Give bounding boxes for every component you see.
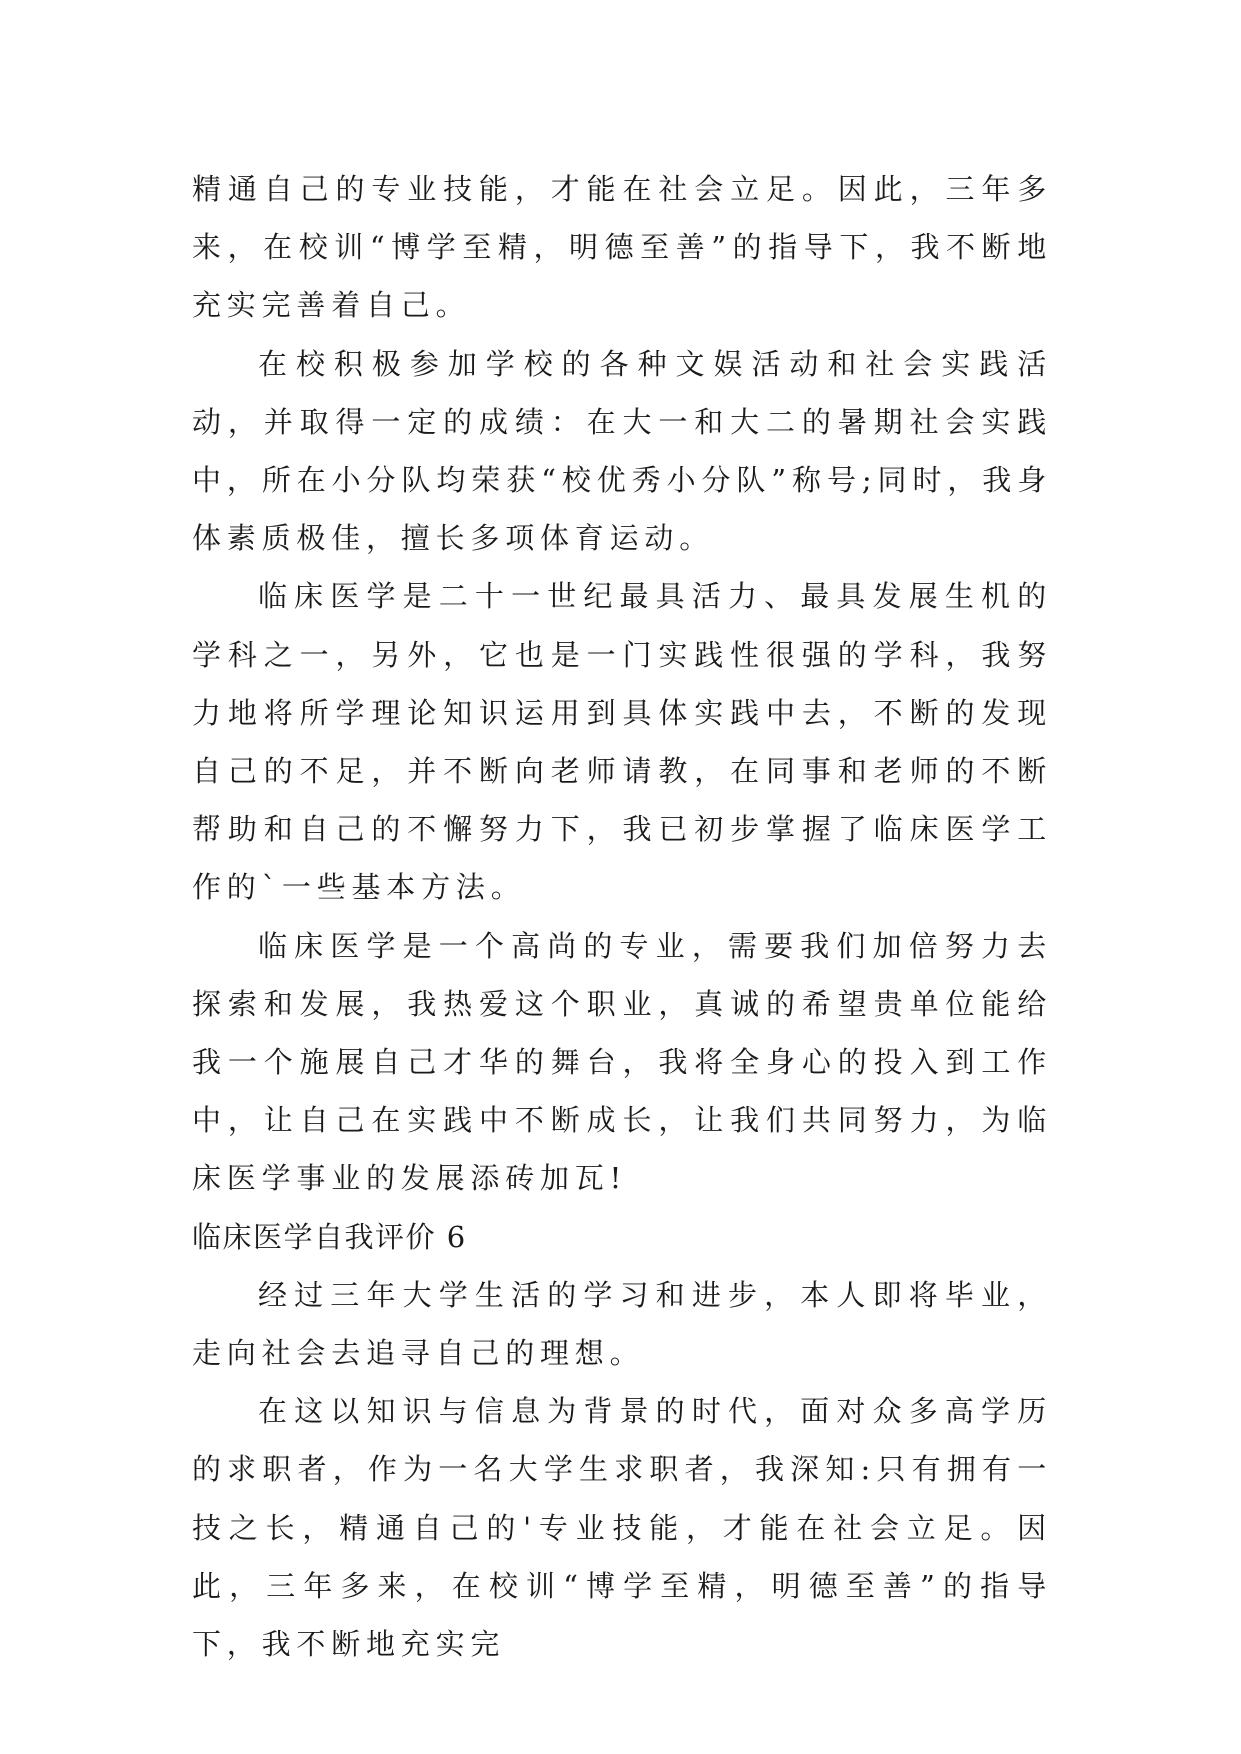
paragraph-6: 在这以知识与信息为背景的时代，面对众多高学历的求职者，作为一名大学生求职者，我深知:只有拥有一技之长，精通自己的'专业技能，才能在社会立足。因此，三年多来，在校训“博学至精，明德至善”的指导下，我不断地充实完 (192, 1394, 1052, 1662)
paragraph-1: 精通自己的专业技能，才能在社会立足。因此，三年多来，在校训“博学至精，明德至善”的指导下，我不断地充实完善着自己。 (192, 172, 1052, 323)
section-title: 临床医学自我评价 6 (192, 1219, 467, 1254)
paragraph-3: 临床医学是二十一世纪最具活力、最具发展生机的学科之一，另外，它也是一门实践性很强的学科，我努力地将所学理论知识运用到具体实践中去，不断的发现自己的不足，并不断向老师请教，在同事和老师的不断帮助和自己的不懈努力下，我已初步掌握了临床医学工作的`一些基本方法。 (192, 579, 1052, 905)
document-body (192, 160, 1052, 1673)
paragraph-2: 在校积极参加学校的各种文娱活动和社会实践活动，并取得一定的成绩：在大一和大二的暑期社会实践中，所在小分队均荣获“校优秀小分队”称号;同时，我身体素质极佳，擅长多项体育运动。 (192, 346, 1052, 556)
paragraph-5: 经过三年大学生活的学习和进步，本人即将毕业，走向社会去追寻自己的理想。 (192, 1277, 1052, 1371)
paragraph-4: 临床医学是一个高尚的专业，需要我们加倍努力去探索和发展，我热爱这个职业，真诚的希望贵单位能给我一个施展自己才华的舞台，我将全身心的投入到工作中，让自己在实践中不断成长，让我们共同努力，为临床医学事业的发展添砖加瓦! (192, 928, 1052, 1196)
